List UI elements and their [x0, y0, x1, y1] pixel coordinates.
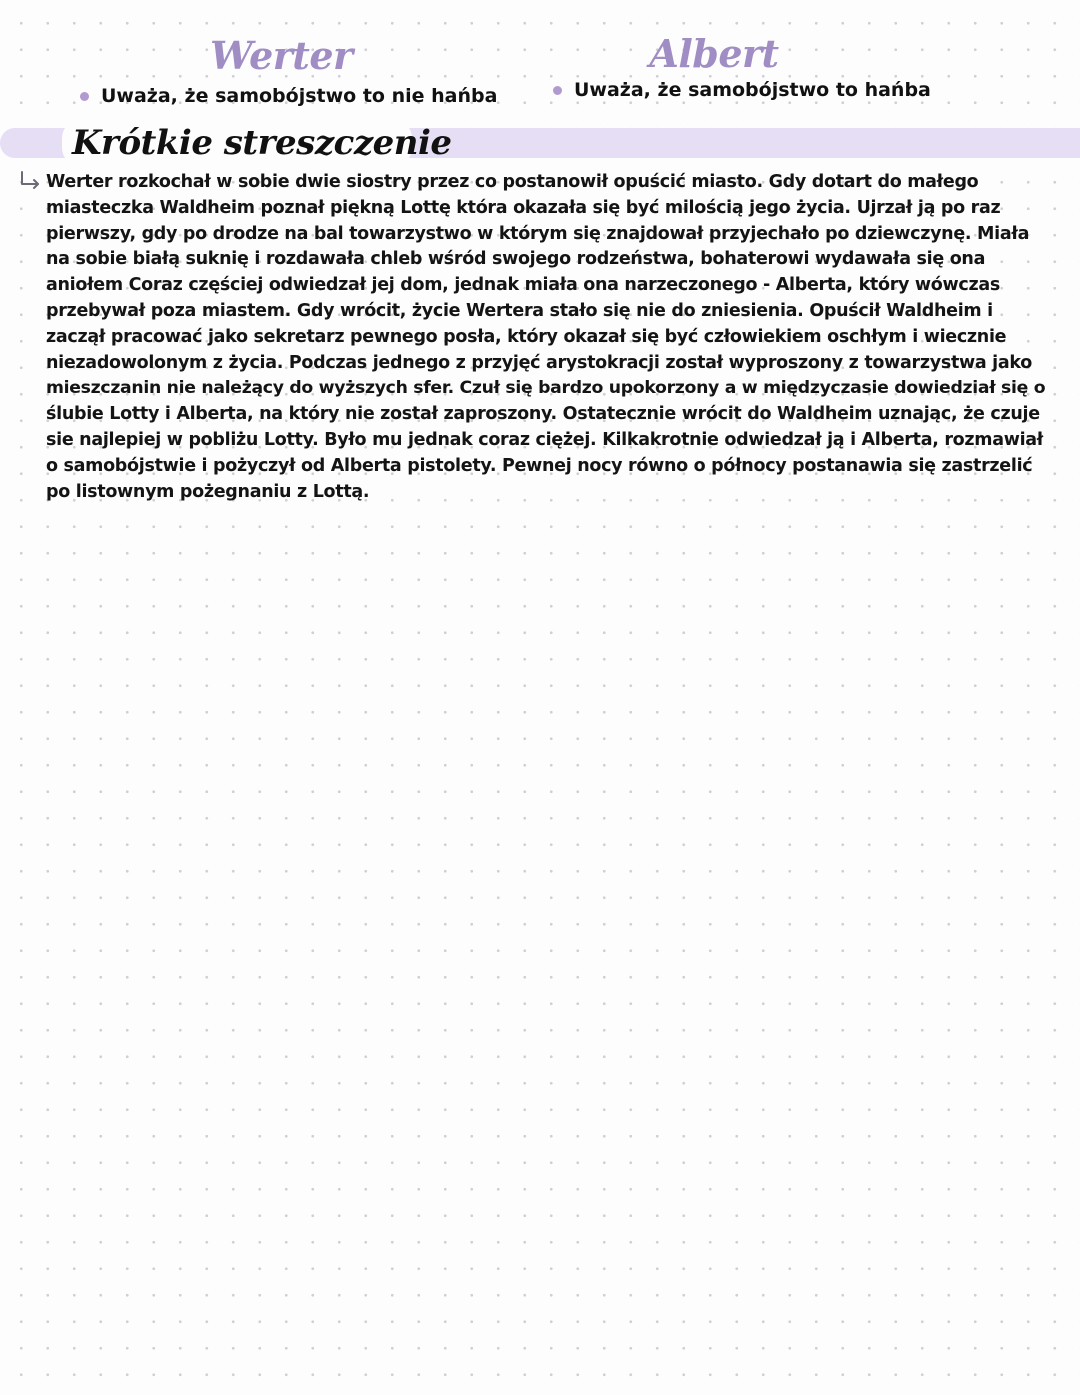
albert-opinion-item: [553, 78, 931, 102]
summary-line: przebywał poza miastem. Gdy wrócit, życie Wertera stało się nie do zniesienia. Opuścił Waldheim i: [46, 300, 993, 321]
albert-opinion-text: Uważa, że samobójstwo to hańba: [574, 79, 931, 101]
summary-line: ślubie Lotty i Alberta, na który nie został zaproszony. Ostatecznie wrócit do Waldheim uznając, że czuje: [46, 404, 1040, 425]
bullet-dot-icon: [553, 86, 562, 95]
albert-column-title: Albert: [649, 31, 779, 76]
summary-line: sie najlepiej w pobliżu Lotty. Było mu jednak coraz ciężej. Kilkakrotnie odwiedzał ją i Alberta, rozmawiał: [46, 429, 1043, 450]
bullet-dot-icon: [80, 92, 89, 101]
summary-line: pierwszy, gdy po drodze na bal towarzystwo w którym się znajdował przyjechało po dziewczynę. Miała: [46, 223, 1030, 244]
summary-line: mieszczanin nie należący do wyższych sfer. Czuł się bardzo upokorzony a w międzyczasie dowiedział się o: [46, 378, 1046, 399]
summary-line: miasteczka Waldheim poznał piękną Lottę która okazała się być milością jego życia. Ujrzał ją po raz: [46, 197, 1001, 218]
werter-opinion-text: Uważa, że samobójstwo to nie hańba: [101, 85, 498, 107]
summary-line: Werter rozkochał w sobie dwie siostry przez co postanowił opuścić miasto. Gdy dotart do małego: [46, 172, 979, 192]
section-heading: Krótkie streszczenie: [72, 123, 452, 163]
werter-opinion-item: [80, 84, 497, 108]
summary-line: zaczął pracować jako sekretarz pewnego posła, który okazał się być człowiekiem oschłym i wiecznie: [46, 326, 1007, 347]
return-arrow-icon: [18, 170, 44, 192]
werter-column-title: Werter: [210, 33, 353, 78]
summary-line: niezadowolonym z życia. Podczas jednego z przyjęć arystokracji został wyproszony z towarzystwa jako: [46, 352, 1032, 373]
summary-line: aniołem Coraz częściej odwiedzał jej dom, jednak miała ona narzeczonego - Alberta, który wówczas: [46, 275, 1000, 296]
summary-line: na sobie białą suknię i rozdawała chleb wśród swojego rodzeństwa, bohaterowi wydawała się ona: [46, 249, 986, 270]
summary-line: po listownym pożegnaniu z Lottą.: [46, 481, 370, 502]
summary-paragraph: [46, 170, 1058, 505]
summary-line: o samobójstwie i pożyczył od Alberta pistolety. Pewnej nocy równo o północy postanawia się zastrzelić: [46, 455, 1033, 476]
